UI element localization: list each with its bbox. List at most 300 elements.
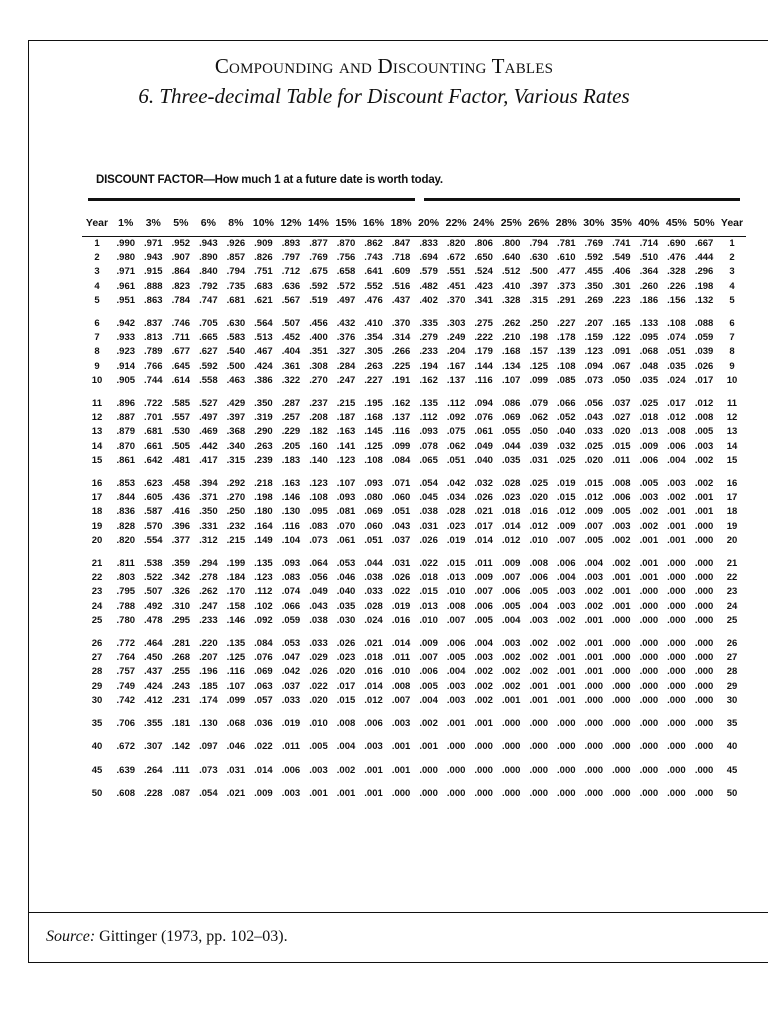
table-cell: .094: [584, 360, 604, 372]
table-cell: .223: [612, 294, 631, 306]
table-cell: .001: [584, 652, 604, 664]
table-cell: .006: [364, 718, 383, 730]
table-cell: .227: [364, 374, 383, 386]
table-cell: .088: [694, 318, 714, 330]
table-cell: .857: [226, 252, 246, 264]
table-cell: .027: [612, 412, 631, 424]
table-row: [82, 345, 746, 359]
table-row: [82, 468, 746, 491]
table-cell: .255: [171, 666, 191, 678]
table-cell: .073: [309, 534, 328, 546]
year-cell: 12: [91, 412, 103, 424]
year-cell: 24: [91, 600, 103, 612]
table-cell: .001: [612, 600, 631, 612]
table-cell: .046: [336, 572, 356, 584]
table-cell: .322: [281, 374, 301, 386]
year-cell: 21: [91, 558, 103, 570]
table-cell: .781: [557, 238, 576, 249]
table-cell: .239: [254, 454, 273, 466]
table-cell: .000: [584, 680, 604, 692]
table-cell: .001: [584, 666, 604, 678]
table-cell: .749: [116, 680, 136, 692]
table-cell: .021: [474, 506, 493, 518]
table-cell: .665: [199, 332, 218, 344]
table-cell: .002: [336, 764, 356, 776]
table-cell: .006: [419, 666, 438, 678]
column-header: 45%: [663, 210, 691, 237]
table-cell: .718: [391, 252, 411, 264]
table-cell: .076: [474, 412, 493, 424]
table-cell: .497: [199, 412, 218, 424]
table-cell: .000: [529, 787, 548, 799]
table-cell: .070: [336, 520, 356, 532]
table-cell: .039: [694, 346, 714, 358]
table-cell: .092: [446, 412, 466, 424]
table-cell: .811: [116, 558, 135, 570]
table-cell: .744: [144, 374, 163, 386]
table-cell: .050: [529, 426, 548, 438]
table-cell: .013: [446, 572, 466, 584]
table-cell: .007: [474, 586, 493, 598]
table-cell: .054: [419, 478, 438, 490]
table-cell: .000: [667, 787, 686, 799]
table-cell: .268: [171, 652, 191, 664]
table-cell: .623: [144, 478, 163, 490]
table-cell: .000: [639, 680, 659, 692]
table-cell: .233: [419, 346, 438, 358]
column-header: 8%: [222, 210, 250, 237]
table-cell: .000: [667, 694, 686, 706]
table-cell: .350: [199, 506, 218, 518]
table-cell: .893: [281, 238, 301, 249]
table-cell: .828: [116, 520, 136, 532]
table-cell: .476: [667, 252, 686, 264]
table-cell: .059: [694, 332, 714, 344]
year-cell: 16: [726, 478, 738, 490]
table-cell: .722: [144, 398, 163, 410]
table-cell: .066: [557, 398, 576, 410]
table-cell: .305: [364, 346, 383, 358]
table-cell: .826: [254, 252, 273, 264]
table-row: [82, 425, 746, 439]
table-cell: .247: [336, 374, 356, 386]
year-cell: 30: [726, 694, 738, 706]
table-cell: .000: [529, 741, 548, 753]
table-cell: .592: [199, 360, 218, 372]
page-subtitle: 6. Three-decimal Table for Discount Factor, Various Rates: [138, 84, 630, 108]
table-cell: .519: [309, 294, 328, 306]
table-cell: .331: [199, 520, 218, 532]
table-cell: .095: [639, 332, 659, 344]
table-cell: .004: [501, 614, 521, 626]
table-cell: .025: [584, 440, 604, 452]
table-row: [82, 651, 746, 665]
table-cell: .014: [501, 520, 521, 532]
table-cell: .036: [254, 718, 273, 730]
table-cell: .038: [419, 506, 438, 518]
table-cell: .028: [501, 478, 521, 490]
table-cell: .044: [501, 440, 521, 452]
table-row: [82, 585, 746, 599]
table-cell: .862: [364, 238, 383, 249]
table-cell: .022: [391, 586, 411, 598]
table-cell: .863: [144, 294, 163, 306]
table-cell: .084: [254, 638, 273, 650]
year-cell: 12: [726, 412, 738, 424]
page-title: Compounding and Discounting Tables: [214, 54, 554, 78]
table-cell: .162: [391, 398, 411, 410]
table-cell: .000: [529, 764, 548, 776]
table-cell: .017: [474, 520, 493, 532]
table-cell: .043: [391, 520, 411, 532]
table-cell: .706: [116, 718, 136, 730]
table-cell: .002: [639, 506, 659, 518]
table-cell: .792: [199, 280, 218, 292]
table-cell: .000: [612, 666, 631, 678]
table-cell: .404: [281, 346, 301, 358]
table-cell: .621: [254, 294, 273, 306]
table-row: [82, 680, 746, 694]
table-cell: .194: [419, 360, 438, 372]
table-cell: .141: [336, 440, 356, 452]
table-cell: .672: [116, 741, 136, 753]
table-cell: .016: [364, 666, 383, 678]
table-cell: .010: [309, 718, 328, 730]
table-cell: .361: [281, 360, 301, 372]
table-cell: .157: [529, 346, 548, 358]
table-cell: .003: [584, 572, 604, 584]
table-cell: .847: [391, 238, 411, 249]
table-cell: .000: [694, 600, 714, 612]
year-cell: 8: [94, 346, 100, 358]
table-cell: .002: [529, 652, 548, 664]
table-cell: .452: [281, 332, 301, 344]
table-cell: .507: [144, 586, 163, 598]
table-cell: .003: [501, 638, 521, 650]
table-cell: .051: [391, 506, 411, 518]
table-cell: .005: [694, 426, 714, 438]
table-cell: .000: [694, 572, 714, 584]
table-cell: .478: [144, 614, 163, 626]
table-cell: .135: [226, 638, 246, 650]
table-cell: .797: [281, 252, 301, 264]
table-cell: .933: [116, 332, 136, 344]
table-cell: .149: [254, 534, 273, 546]
table-cell: .005: [639, 478, 659, 490]
table-cell: .003: [474, 652, 493, 664]
table-cell: .614: [171, 374, 191, 386]
table-cell: .264: [144, 764, 163, 776]
table-cell: .010: [529, 534, 548, 546]
table-cell: .049: [309, 586, 328, 598]
table-cell: .032: [474, 478, 493, 490]
table-cell: .000: [612, 614, 631, 626]
year-cell: 45: [726, 764, 738, 776]
table-cell: .179: [474, 346, 493, 358]
table-cell: .000: [667, 600, 686, 612]
table-cell: .444: [694, 252, 714, 264]
table-cell: .000: [639, 666, 659, 678]
table-row: [82, 360, 746, 374]
table-cell: .610: [557, 252, 576, 264]
table-cell: .168: [364, 412, 383, 424]
table-cell: .178: [557, 332, 576, 344]
table-cell: .020: [612, 426, 631, 438]
table-cell: .794: [226, 266, 246, 278]
table-cell: .022: [419, 558, 438, 570]
table-cell: .010: [419, 614, 438, 626]
year-cell: 29: [726, 680, 738, 692]
year-cell: 35: [91, 718, 103, 730]
table-cell: .001: [419, 741, 438, 753]
table-cell: .794: [529, 238, 548, 249]
table-cell: .467: [254, 346, 273, 358]
table-cell: .039: [529, 440, 548, 452]
table-cell: .012: [584, 492, 604, 504]
table-cell: .003: [557, 600, 576, 612]
table-cell: .861: [116, 454, 136, 466]
table-cell: .063: [254, 680, 273, 692]
table-cell: .627: [199, 346, 218, 358]
table-cell: .231: [171, 694, 191, 706]
year-cell: 50: [91, 787, 103, 799]
table-cell: .019: [557, 478, 576, 490]
table-cell: .168: [501, 346, 521, 358]
table-cell: .020: [336, 666, 356, 678]
table-cell: .018: [639, 412, 659, 424]
table-cell: .803: [116, 572, 136, 584]
bottom-rule: [28, 962, 768, 963]
table-cell: .009: [557, 520, 576, 532]
table-cell: .667: [694, 238, 714, 249]
table-cell: .011: [281, 741, 300, 753]
table-cell: .009: [474, 572, 493, 584]
year-cell: 3: [729, 266, 735, 278]
table-cell: .000: [667, 741, 686, 753]
table-cell: .037: [281, 680, 301, 692]
table-cell: .677: [171, 346, 191, 358]
table-cell: .000: [639, 600, 659, 612]
table-cell: .000: [501, 787, 521, 799]
table-cell: .683: [254, 280, 273, 292]
table-cell: .350: [584, 280, 604, 292]
table-cell: .836: [116, 506, 136, 518]
table-cell: .031: [391, 558, 411, 570]
table-cell: .864: [171, 266, 191, 278]
table-cell: .743: [364, 252, 383, 264]
table-cell: .008: [336, 718, 356, 730]
table-cell: .315: [529, 294, 548, 306]
table-cell: .001: [364, 764, 383, 776]
table-cell: .002: [612, 534, 631, 546]
table-cell: .023: [446, 520, 466, 532]
table-cell: .015: [584, 478, 604, 490]
table-cell: .144: [474, 360, 493, 372]
table-cell: .249: [446, 332, 466, 344]
year-cell: 11: [726, 398, 738, 410]
table-cell: .328: [667, 266, 686, 278]
table-cell: .023: [501, 492, 521, 504]
table-cell: .424: [254, 360, 273, 372]
table-cell: .080: [364, 492, 383, 504]
table-cell: .018: [364, 652, 383, 664]
table-cell: .406: [612, 266, 631, 278]
table-cell: .159: [584, 332, 604, 344]
table-cell: .888: [144, 280, 163, 292]
table-cell: .006: [557, 558, 576, 570]
table-cell: .003: [281, 787, 301, 799]
table-cell: .009: [419, 638, 438, 650]
table-cell: .000: [667, 558, 686, 570]
table-cell: .570: [144, 520, 163, 532]
table-cell: .218: [254, 478, 273, 490]
year-cell: 40: [91, 741, 103, 753]
table-cell: .008: [667, 426, 686, 438]
table-cell: .262: [501, 318, 521, 330]
table-cell: .137: [446, 374, 466, 386]
table-cell: .019: [446, 534, 466, 546]
table-cell: .107: [501, 374, 521, 386]
table-cell: .056: [309, 572, 328, 584]
table-cell: .351: [309, 346, 328, 358]
table-cell: .001: [557, 680, 576, 692]
table-cell: .135: [254, 558, 273, 570]
table-cell: .464: [144, 638, 163, 650]
table-cell: .116: [226, 666, 245, 678]
table-cell: .208: [309, 412, 328, 424]
table-cell: .741: [612, 238, 631, 249]
table-cell: .015: [557, 492, 576, 504]
table-cell: .853: [116, 478, 136, 490]
table-cell: .002: [639, 520, 659, 532]
table-cell: .026: [474, 492, 493, 504]
table-cell: .315: [226, 454, 246, 466]
table-cell: .756: [336, 252, 356, 264]
table-cell: .078: [419, 440, 438, 452]
table-row: [82, 755, 746, 778]
table-cell: .003: [446, 680, 466, 692]
table-cell: .004: [557, 572, 576, 584]
table-cell: .008: [391, 680, 411, 692]
table-cell: .013: [419, 600, 438, 612]
table-cell: .016: [529, 506, 548, 518]
table-cell: .163: [336, 426, 356, 438]
column-header: 16%: [360, 210, 388, 237]
year-cell: 23: [91, 586, 103, 598]
table-cell: .008: [612, 478, 631, 490]
table-cell: .642: [144, 454, 163, 466]
table-cell: .672: [446, 252, 466, 264]
table-cell: .031: [419, 520, 438, 532]
table-cell: .001: [336, 787, 356, 799]
year-cell: 2: [729, 252, 735, 264]
table-cell: .003: [557, 586, 576, 598]
table-cell: .833: [419, 238, 438, 249]
table-cell: .735: [226, 280, 246, 292]
table-cell: .350: [254, 398, 273, 410]
year-cell: 21: [726, 558, 738, 570]
table-cell: .000: [612, 638, 631, 650]
table-cell: .198: [254, 492, 273, 504]
table-cell: .592: [309, 280, 328, 292]
table-cell: .370: [391, 318, 411, 330]
table-cell: .156: [667, 294, 686, 306]
table-cell: .108: [667, 318, 686, 330]
table-cell: .017: [336, 680, 356, 692]
table-cell: .093: [364, 478, 383, 490]
table-cell: .952: [171, 238, 191, 249]
table-cell: .308: [309, 360, 328, 372]
table-cell: .000: [667, 764, 686, 776]
table-row: [82, 708, 746, 731]
table-cell: .107: [336, 478, 356, 490]
table-cell: .015: [446, 558, 466, 570]
table-cell: .000: [694, 694, 714, 706]
table-cell: .002: [557, 638, 576, 650]
table-cell: .099: [391, 440, 411, 452]
table-cell: .000: [474, 741, 493, 753]
table-cell: .062: [446, 440, 466, 452]
table-cell: .205: [281, 440, 301, 452]
table-cell: .026: [419, 534, 438, 546]
table-cell: .412: [144, 694, 163, 706]
column-header: 12%: [277, 210, 305, 237]
table-cell: .112: [254, 586, 273, 598]
table-cell: .125: [529, 360, 548, 372]
table-cell: .481: [171, 454, 191, 466]
table-cell: .199: [226, 558, 246, 570]
year-cell: 15: [726, 454, 738, 466]
table-row: [82, 600, 746, 614]
table-cell: .909: [254, 238, 273, 249]
table-cell: .971: [144, 238, 163, 249]
table-row: [82, 411, 746, 425]
table-cell: .026: [309, 666, 328, 678]
table-cell: .004: [474, 638, 493, 650]
table-cell: .769: [309, 252, 328, 264]
year-cell: 23: [726, 586, 738, 598]
year-cell: 5: [94, 294, 100, 306]
table-cell: .000: [584, 718, 604, 730]
table-cell: .572: [336, 280, 356, 292]
table-cell: .645: [171, 360, 191, 372]
table-cell: .004: [419, 694, 438, 706]
table-cell: .417: [199, 454, 218, 466]
table-cell: .000: [694, 741, 714, 753]
table-cell: .030: [336, 614, 356, 626]
table-cell: .094: [474, 398, 493, 410]
table-row: [82, 491, 746, 505]
table-row: [82, 694, 746, 708]
table-cell: .146: [226, 614, 246, 626]
table-cell: .006: [446, 638, 466, 650]
year-cell: 35: [726, 718, 738, 730]
table-cell: .451: [446, 280, 466, 292]
table-cell: .990: [116, 238, 136, 249]
table-cell: .044: [364, 558, 383, 570]
table-cell: .000: [667, 638, 686, 650]
year-cell: 27: [726, 652, 738, 664]
table-cell: .870: [116, 440, 136, 452]
table-cell: .074: [281, 586, 301, 598]
table-cell: .020: [584, 454, 604, 466]
table-row: [82, 308, 746, 331]
table-cell: .001: [694, 492, 714, 504]
table-row: [82, 454, 746, 468]
table-cell: .007: [501, 572, 521, 584]
table-cell: .000: [446, 764, 466, 776]
table-cell: .018: [501, 506, 521, 518]
